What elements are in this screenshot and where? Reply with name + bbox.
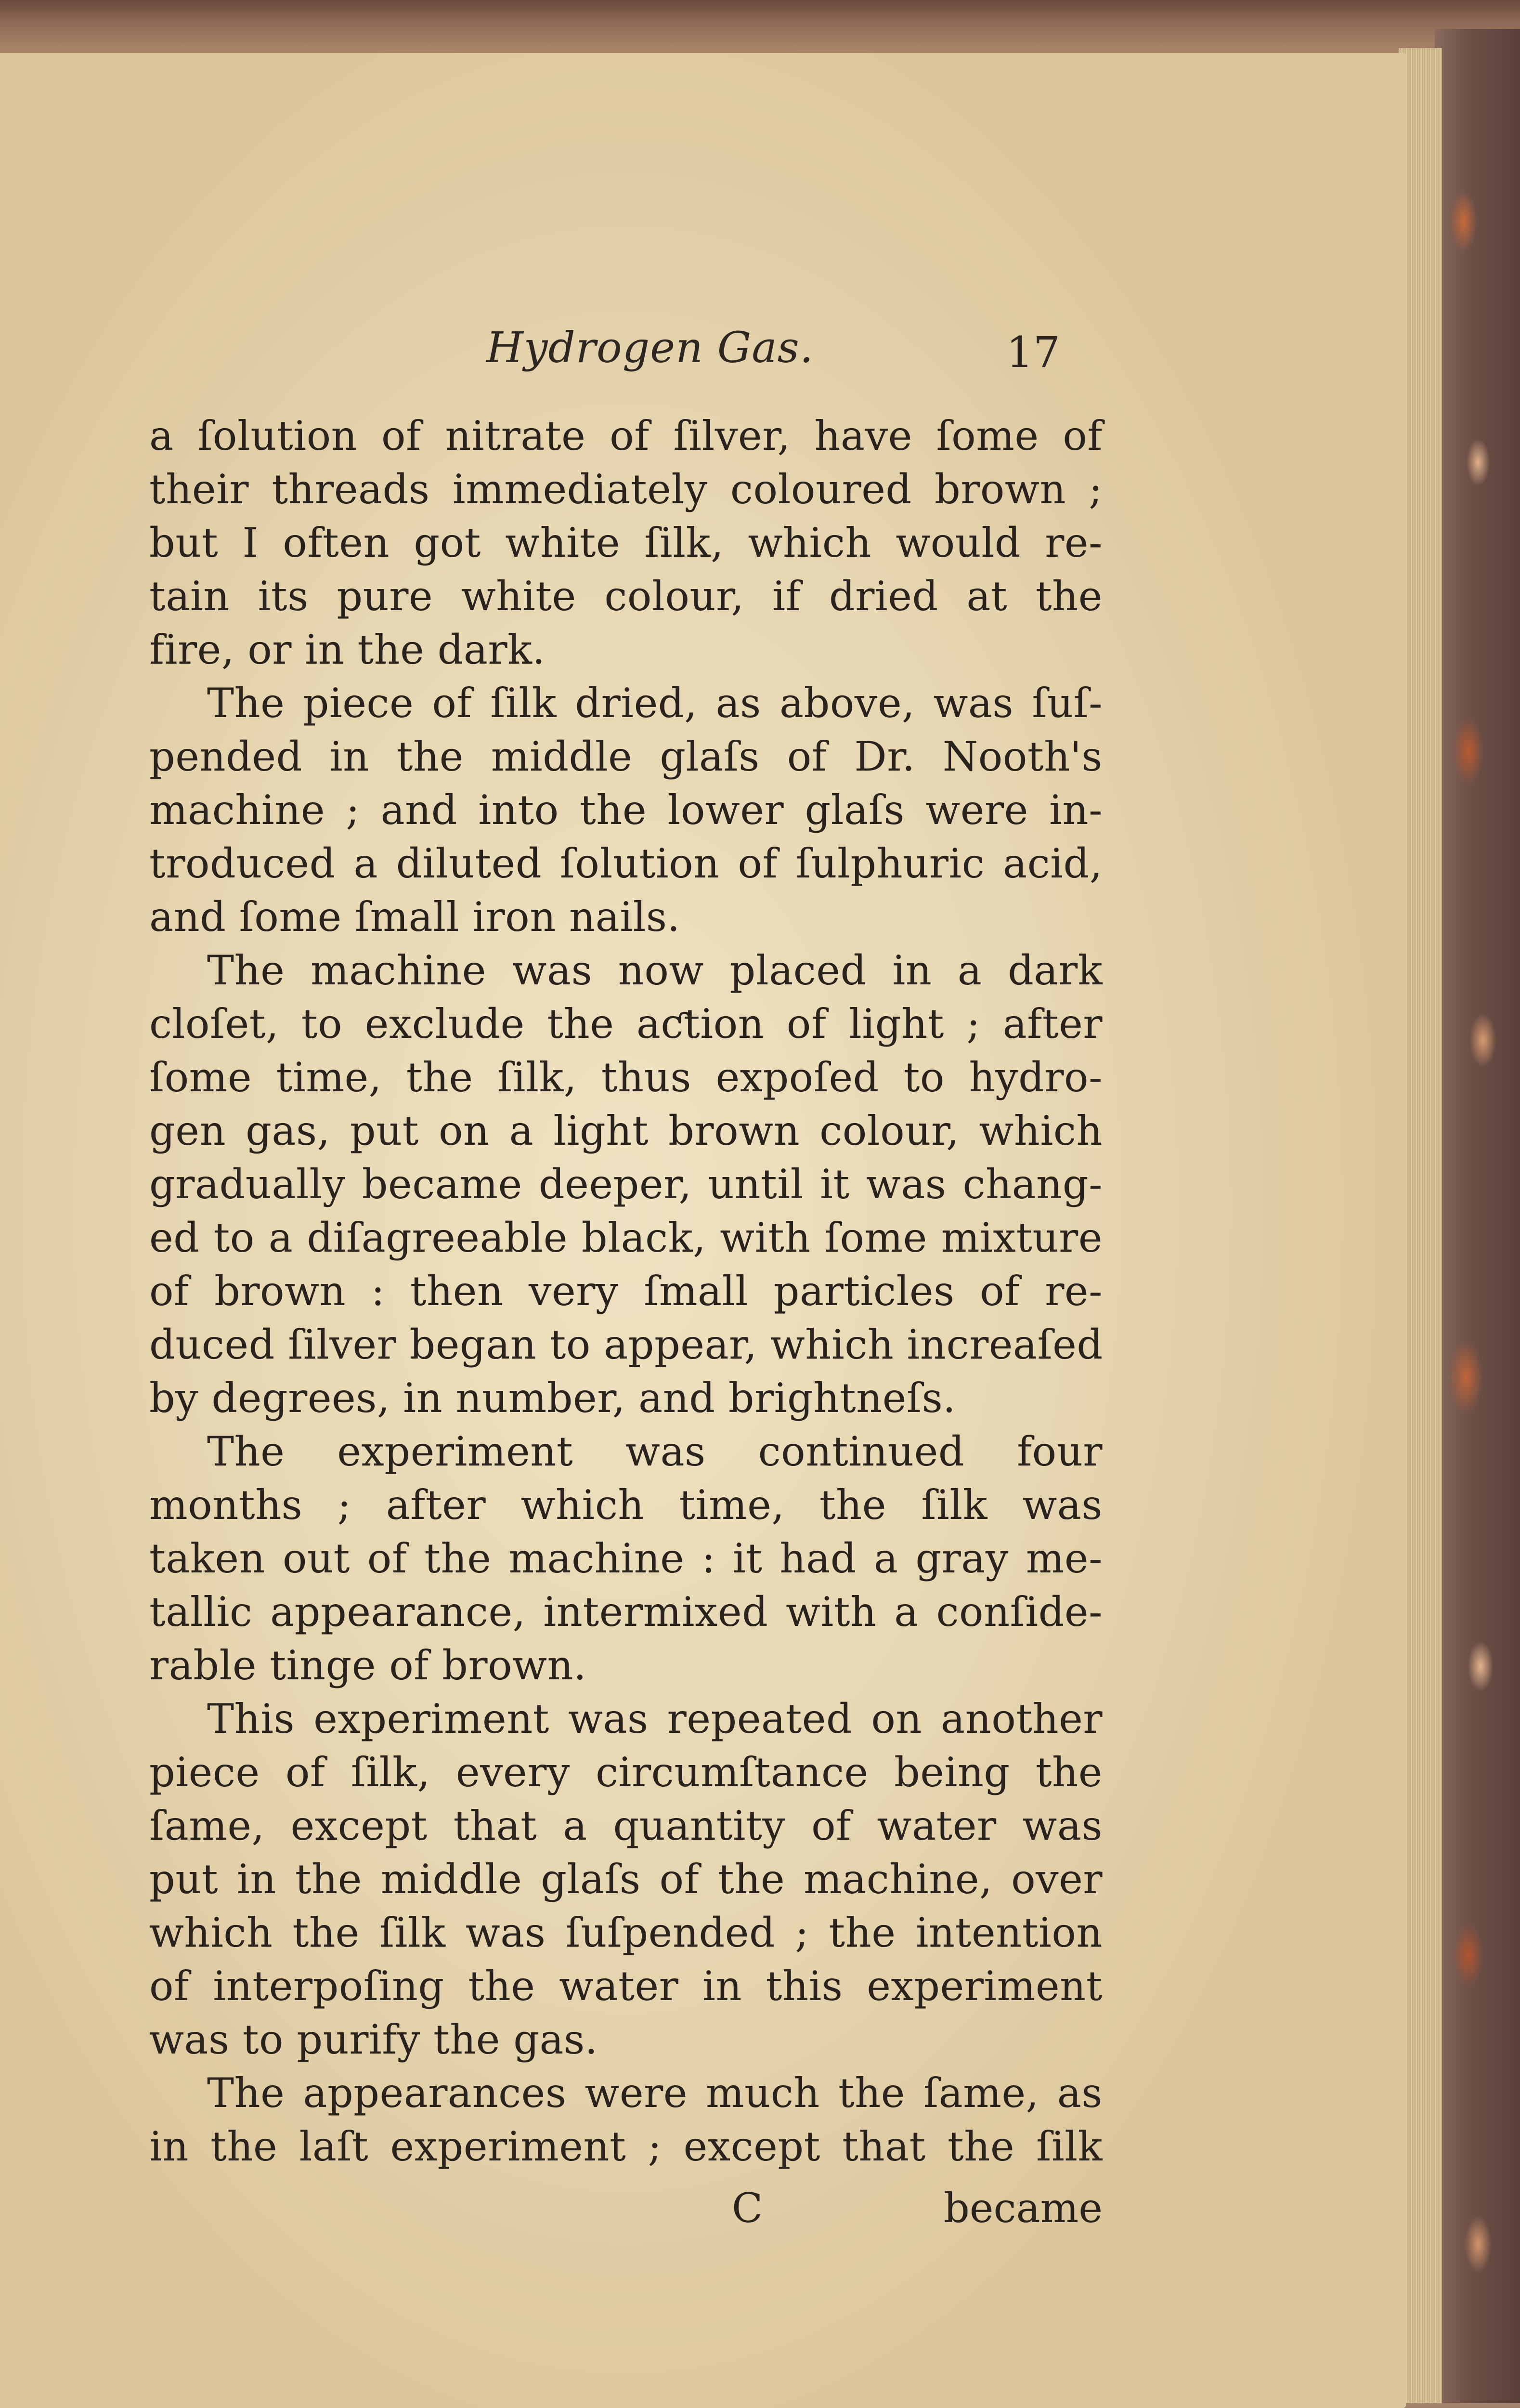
text-line: fire, or in the dark. [149, 626, 546, 673]
page-footer [149, 2182, 1103, 2235]
text-line: The appearances were much the ſame, as [207, 2069, 1103, 2117]
text-line: rable tinge of brown. [149, 1642, 587, 1689]
text-line: gradually became deeper, until it was chang- [149, 1161, 1103, 1208]
text-line: was to purify the gas. [149, 2016, 598, 2063]
text-line: a ſolution of nitrate of ſilver, have ſome of [149, 412, 1103, 459]
catchword: became [944, 2185, 1103, 2232]
text-line: The machine was now placed in a dark [207, 947, 1103, 994]
page-number: 17 [1006, 327, 1060, 377]
book-top-edge [0, 0, 1520, 58]
text-line: months ; after which time, the ſilk was [149, 1481, 1103, 1529]
text-line: The piece of ſilk dried, as above, was ſuſ- [207, 680, 1103, 727]
text-line: tallic appearance, intermixed with a conſide- [149, 1588, 1103, 1636]
body-text [149, 409, 1103, 2173]
text-line: gen gas, put on a light brown colour, which [149, 1107, 1103, 1154]
text-line: of brown : then very ſmall particles of re- [149, 1268, 1103, 1315]
text-line: duced ſilver began to appear, which increaſed [149, 1321, 1103, 1368]
text-line: and ſome ſmall iron nails. [149, 893, 680, 941]
marbled-board [1435, 29, 1520, 2408]
text-line: The experiment was continued four [207, 1428, 1103, 1475]
text-line: which the ſilk was ſuſpended ; the intention [149, 1909, 1103, 1956]
text-line: taken out of the machine : it had a gray me- [149, 1535, 1103, 1582]
text-line: piece of ſilk, every circumſtance being the [149, 1749, 1103, 1796]
text-line: put in the middle glaſs of the machine, over [149, 1856, 1103, 1903]
text-line: ſome time, the ſilk, thus expoſed to hydro- [149, 1054, 1103, 1101]
text-line: troduced a diluted ſolution of ſulphuric acid, [149, 840, 1103, 887]
text-line: tain its pure white colour, if dried at the [149, 573, 1103, 620]
text-line: in the laſt experiment ; except that the ſilk [149, 2123, 1103, 2170]
page-header [0, 323, 1406, 390]
signature-mark: C [732, 2185, 763, 2232]
text-line: ſame, except that a quantity of water was [149, 1802, 1103, 1849]
text-line: pended in the middle glaſs of Dr. Nooth's [149, 733, 1103, 780]
text-line: of interpoſing the water in this experiment [149, 1963, 1103, 2010]
text-line: machine ; and into the lower glaſs were in- [149, 786, 1103, 834]
text-line: cloſet, to exclude the aƈtion of light ; after [149, 1000, 1103, 1047]
running-head: Hydrogen Gas. [486, 323, 814, 372]
text-line: but I often got white ſilk, which would re- [149, 519, 1103, 566]
text-line: This experiment was repeated on another [207, 1695, 1103, 1742]
text-line: their threads immediately coloured brown ; [149, 466, 1103, 513]
book-page [0, 53, 1406, 2408]
text-line: by degrees, in number, and brightneſs. [149, 1374, 956, 1422]
text-line: ed to a diſagreeable black, with ſome mixture [149, 1214, 1103, 1261]
